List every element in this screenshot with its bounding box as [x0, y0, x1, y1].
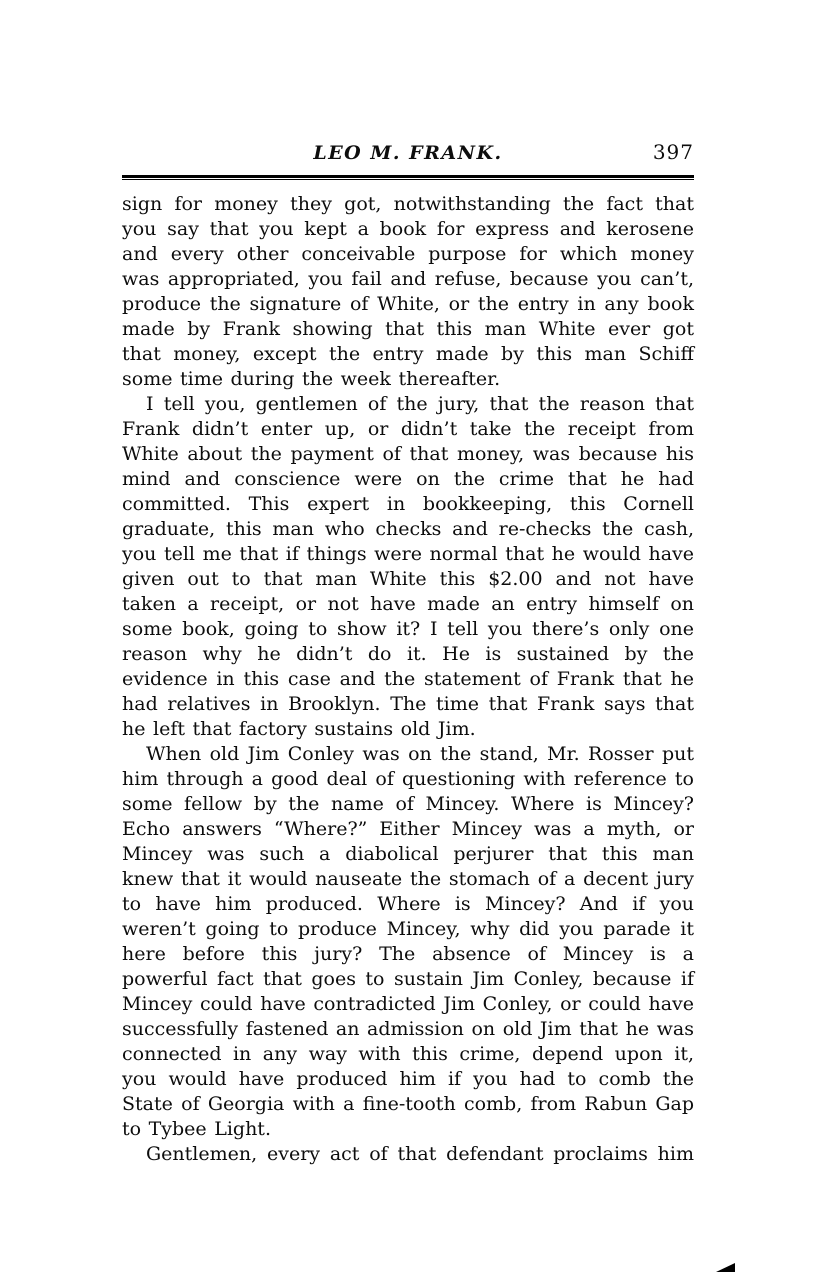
- page-title: LEO M. FRANK.: [313, 142, 503, 164]
- paragraph: Gentlemen, every act of that defendant proclaims him: [146, 1143, 694, 1165]
- running-header: [122, 142, 694, 168]
- text-block: [122, 142, 694, 1167]
- scan-artifact-mark: [716, 1263, 735, 1272]
- body-text: [122, 192, 694, 1167]
- page-number: 397: [652, 140, 694, 164]
- paragraph: sign for money they got, notwithstanding the fact that you say that you kept a book for express and kerosene and every other conceivable purpose for which money was appropriated, you fail and refuse, because you can’t, produce the signature of White, or the entry in any book made by Frank showing that this man White ever got that money, except the entry made by this man Schiff some time during the week thereafter.: [122, 193, 694, 390]
- header-rule: [122, 175, 694, 179]
- paragraph: I tell you, gentlemen of the jury, that the reason that Frank didn’t enter up, or didn’t take the receipt from White about the payment of that money, was because his mind and conscience were on the crime that he had committed. This expert in bookkeeping, this Cornell graduate, this man who checks and re-checks the cash, you tell me that if things were normal that he would have given out to that man White this $2.00 and not have taken a receipt, or not have made an entry himself on some book, going to show it? I tell you there’s only one reason why he didn’t do it. He is sustained by the evidence in this case and the statement of Frank that he had relatives in Brooklyn. The time that Frank says that he left that factory sustains old Jim.: [122, 393, 694, 740]
- paragraph: When old Jim Conley was on the stand, Mr. Rosser put him through a good deal of questioning with reference to some fellow by the name of Mincey. Where is Mincey? Echo answers “Where?” Either Mincey was a myth, or Mincey was such a diabolical perjurer that this man knew that it would nauseate the stomach of a decent jury to have him produced. Where is Mincey? And if you weren’t going to produce Mincey, why did you parade it here before this jury? The absence of Mincey is a powerful fact that goes to sustain Jim Conley, because if Mincey could have contradicted Jim Conley, or could have successfully fastened an admission on old Jim that he was connected in any way with this crime, depend upon it, you would have produced him if you had to comb the State of Georgia with a fine-tooth comb, from Rabun Gap to Tybee Light.: [122, 743, 694, 1140]
